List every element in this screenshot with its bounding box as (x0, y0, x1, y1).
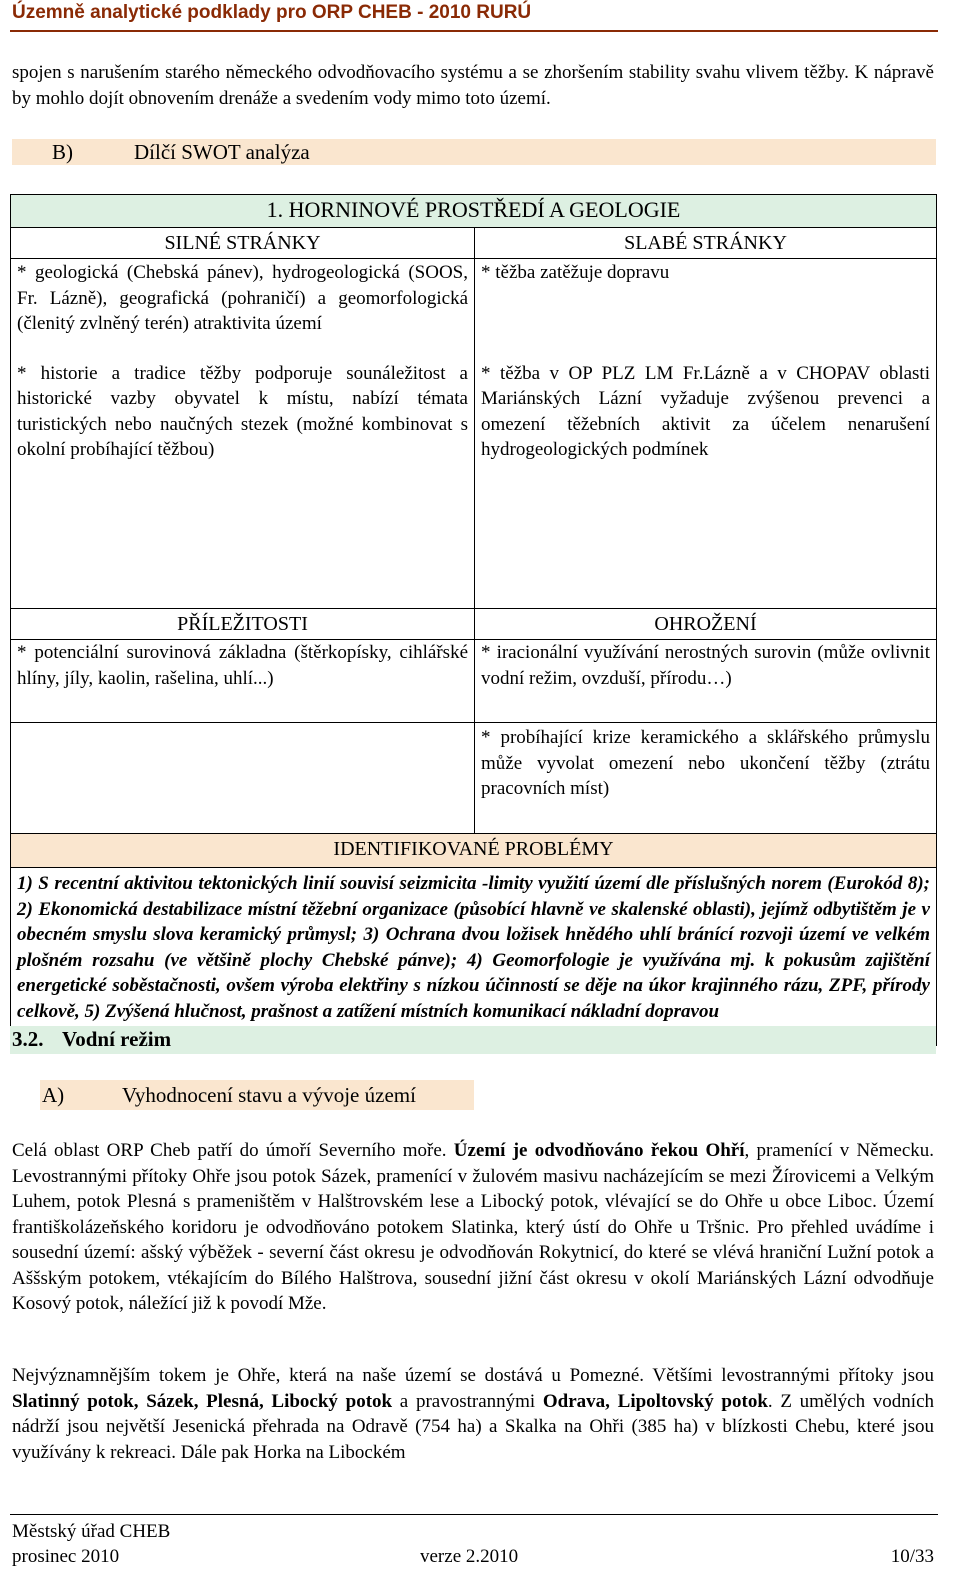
swot-title: 1. HORNINOVÉ PROSTŘEDÍ A GEOLOGIE (11, 195, 937, 228)
emphasis-run: Slatinný potok, Sázek, Plesná, Libocký potok (12, 1390, 393, 1412)
empty-opportunity-cell (11, 723, 475, 834)
weakness-item: * těžba zatěžuje dopravu (481, 262, 670, 283)
header-rule (10, 30, 938, 32)
weakness-item: * těžba v OP PLZ LM Fr.Lázně a v CHOPAV oblasti Mariánských Lázní vyžaduje zvýšenou prevenci a omezení těžebních aktivit za účelem nenarušení hydrogeologických podmínek (481, 362, 930, 460)
strength-item: * geologická (Chebská pánev), hydrogeologická (SOOS, Fr. Lázně), geografická (pohraničí) a geomorfologická (členitý zvlněný terén) atraktivita území (17, 262, 468, 334)
problems-text: 1) S recentní aktivitou tektonických linií souvisí seizmicita -limity využití území dle příslušných norem (Eurokód 8); 2) Ekonomická destabilizace místní těžební organizace (působící hlavně ve skalenské oblasti), jejímž odbytištěm je v obecném smyslu slova keramický průmysl; 3) Ochrana dvou ložisek hnědého uhlí bránící rozvoji území ve velkém plošném rozsahu (ve většině plochy Chebské pánve); 4) Geomorfologie je využívána mj. k pokusům zajištění energetické soběstačnosti, ovšem výroba elektřiny s nízkou účinností se děje na úkor krajinného rázu, ZPF, přírody celkově, 5) Zvýšená hlučnost, prašnost a zatížení místních komunikací nákladní dopravou (11, 868, 937, 1046)
section-b-title: Dílčí SWOT analýza (134, 140, 310, 164)
section-a-heading (40, 1080, 474, 1110)
footer-rule (10, 1514, 938, 1515)
weaknesses-header: SLABÉ STRÁNKY (475, 228, 937, 259)
section-3-2-number: 3.2. (12, 1027, 44, 1051)
water-paragraph-2 (12, 1363, 934, 1465)
section-3-2-title: Vodní režim (62, 1027, 172, 1051)
emphasis-run: Odrava, Lipoltovský potok (542, 1390, 768, 1412)
opportunities-cell (11, 640, 475, 723)
threat-item: * iracionální využívání nerostných surovin (může ovlivnit vodní režim, ovzduší, přírodu…) (481, 642, 930, 689)
text-run: , pramenící v Německu. Levostrannými přítoky Ohře jsou potok Sázek, pramenící v žulovém masivu nacházejícím se mezi Žírovicemi a Velkým Luhem, potok Plesná s prameništěm v Halštrovském lese a Libocký potok, vlévající se do Ohře u obce Liboc. Území františkolázeňského koridoru je odvodňováno potokem Slatinka, který ústí do Ohře u Tršnic. Pro přehled uvádíme i sousední území: ašský výběžek - severní část okresu je odvodňován Rokytnicí, do které se vlévá hraniční Lužní potok a Aššským potokem, vtékajícím do Bílého Halštrova, sousední jižní část okresu v okolí Mariánských Lázní odvodňuje Kosový potok, náležící již k povodí Mže. (12, 1140, 934, 1314)
strengths-cell (11, 259, 475, 609)
footer-office: Městský úřad CHEB (12, 1521, 171, 1542)
strengths-header: SILNÉ STRÁNKY (11, 228, 475, 259)
weaknesses-cell (475, 259, 937, 609)
section-b-heading (12, 139, 936, 165)
footer-page-number: 10/33 (890, 1546, 934, 1567)
section-b-letter: B) (52, 140, 73, 164)
footer-version: verze 2.2010 (420, 1546, 519, 1567)
water-paragraph-1 (12, 1138, 934, 1317)
threats-cell-1 (475, 640, 937, 723)
problems-header: IDENTIFIKOVANÉ PROBLÉMY (11, 834, 937, 868)
swot-table (10, 194, 937, 1046)
section-3-2-heading (10, 1026, 936, 1054)
page-header-title: Územně analytické podklady pro ORP CHEB - 2010 RURÚ (12, 2, 532, 23)
footer-date: prosinec 2010 (12, 1546, 120, 1567)
text-run: Nejvýznamnějším tokem je Ohře, která na naše území se dostává u Pomezné. Většími levostrannými přítoky jsou (12, 1365, 934, 1386)
strength-item: * historie a tradice těžby podporuje sounáležitost a historické vazby obyvatel k místu, nabízí témata turistických nebo naučných stezek (možné kombinovat s okolní probíhající těžbou) (17, 362, 468, 460)
text-run: Celá oblast ORP Cheb patří do úmoří Severního moře. (12, 1140, 454, 1161)
opportunities-header: PŘÍLEŽITOSTI (11, 609, 475, 640)
opportunity-item: * potenciální surovinová základna (štěrkopísky, cihlářské hlíny, jíly, kaolin, rašelina, uhlí...) (17, 642, 468, 689)
text-run: a pravostrannými (392, 1390, 543, 1412)
threat-item: * probíhající krize keramického a sklářského průmyslu může vyvolat omezení nebo ukončení těžby (ztrátu pracovních míst) (481, 727, 930, 799)
threats-header: OHROŽENÍ (475, 609, 937, 640)
text-run: . Z umělých vodních nádrží jsou největší Jesenická přehrada na Odravě (754 ha) a Skalka na Ohři (385 ha) v blízkosti Chebu, které jsou využívány k rekreaci. Dále pak Horka na Libockém (12, 1390, 935, 1463)
section-a-title: Vyhodnocení stavu a vývoje území (122, 1083, 416, 1107)
section-a-letter: A) (42, 1083, 65, 1107)
threats-cell-2 (475, 723, 937, 834)
emphasis-run: Území je odvodňováno řekou Ohří (453, 1140, 745, 1161)
intro-paragraph: spojen s narušením starého německého odvodňovacího systému a se zhoršením stability svahu vlivem těžby. K nápravě by mohlo dojít obnovením drenáže a svedením vody mimo toto území. (12, 62, 934, 109)
